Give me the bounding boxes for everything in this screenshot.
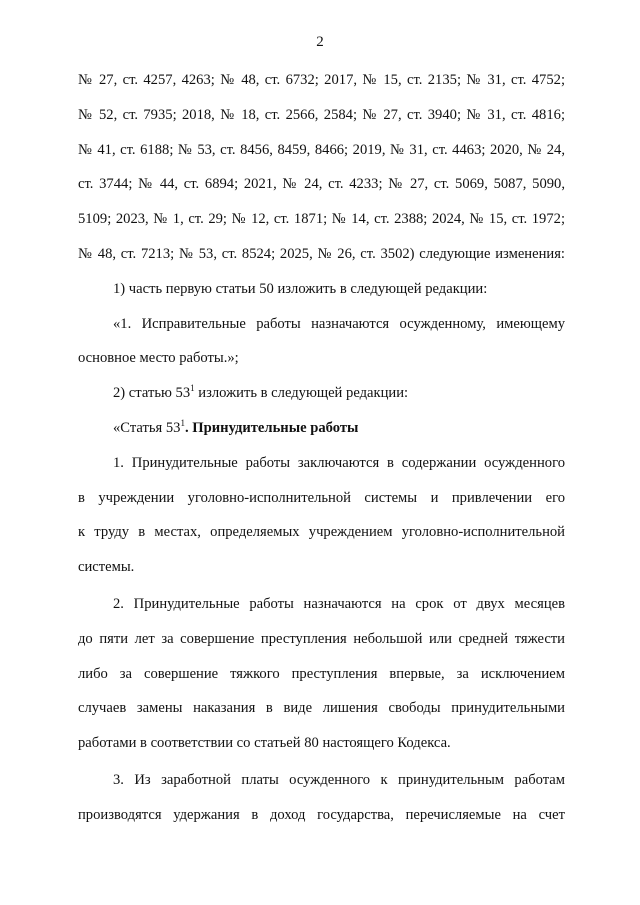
paragraph-article-part-2	[78, 587, 565, 761]
paragraph-item-1	[78, 272, 565, 307]
text-line: ст. 3744; № 44, ст. 6894; 2021, № 24, ст. 4233; № 27, ст. 5069, 5087, 5090,	[78, 176, 565, 193]
text-line: случаев замены наказания в виде лишения свободы принудительными	[78, 700, 565, 717]
text-line: основное место работы.»;	[78, 350, 239, 367]
text-line: «1. Исправительные работы назначаются осужденному, имеющему	[113, 315, 565, 332]
paragraph-citations	[78, 63, 565, 272]
text-line: 3. Из заработной платы осужденного к принудительным работам	[113, 771, 565, 788]
text-line: № 48, ст. 7213; № 53, ст. 8524; 2025, № 26, ст. 3502) следующие изменения:	[78, 245, 565, 262]
text-line	[78, 411, 565, 446]
text-line: 5109; 2023, № 1, ст. 29; № 12, ст. 1871; № 14, ст. 2388; 2024, № 15, ст. 1972;	[78, 211, 565, 228]
text-fragment: 2) статью 53	[113, 385, 191, 402]
text-fragment: «Статья 53	[113, 419, 181, 436]
text-line: производятся удержания в доход государства, перечисляемые на счет	[78, 806, 565, 823]
text-line	[78, 376, 565, 411]
text-fragment: изложить в следующей редакции:	[194, 385, 409, 402]
text-line: № 27, ст. 4257, 4263; № 48, ст. 6732; 2017, № 15, ст. 2135; № 31, ст. 4752;	[78, 72, 565, 88]
text-line: либо за совершение тяжкого преступления впервые, за исключением	[78, 665, 565, 682]
text-line: 1. Принудительные работы заключаются в содержании осужденного	[113, 454, 565, 471]
paragraph-article-part-3	[78, 763, 565, 833]
superscript: 1	[180, 417, 185, 428]
text-line: № 52, ст. 7935; 2018, № 18, ст. 2566, 2584; № 27, ст. 3940; № 31, ст. 4816;	[78, 106, 565, 123]
document-body	[78, 63, 565, 833]
text-line: 2. Принудительные работы назначаются на срок от двух месяцев	[113, 595, 565, 612]
page-number: 2	[316, 34, 324, 50]
text-line: в учреждении уголовно-исполнительной системы и привлечении его	[78, 489, 565, 506]
text-line: № 41, ст. 6188; № 53, ст. 8456, 8459, 8466; 2019, № 31, ст. 4463; 2020, № 24,	[78, 141, 565, 158]
paragraph-article-part-1	[78, 446, 565, 585]
article-heading	[78, 411, 565, 446]
paragraph-item-2	[78, 376, 565, 411]
text-line: 1) часть первую статьи 50 изложить в следующей редакции:	[113, 280, 488, 297]
text-line: к труду в местах, определяемых учреждением уголовно-исполнительной	[78, 524, 565, 541]
paragraph-quote-1	[78, 307, 565, 377]
superscript: 1	[190, 383, 195, 394]
text-line: системы.	[78, 559, 135, 576]
article-title: . Принудительные работы	[184, 419, 359, 436]
text-line: работами в соответствии со статьей 80 настоящего Кодекса.	[78, 735, 451, 752]
text-line: до пяти лет за совершение преступления небольшой или средней тяжести	[78, 630, 565, 647]
